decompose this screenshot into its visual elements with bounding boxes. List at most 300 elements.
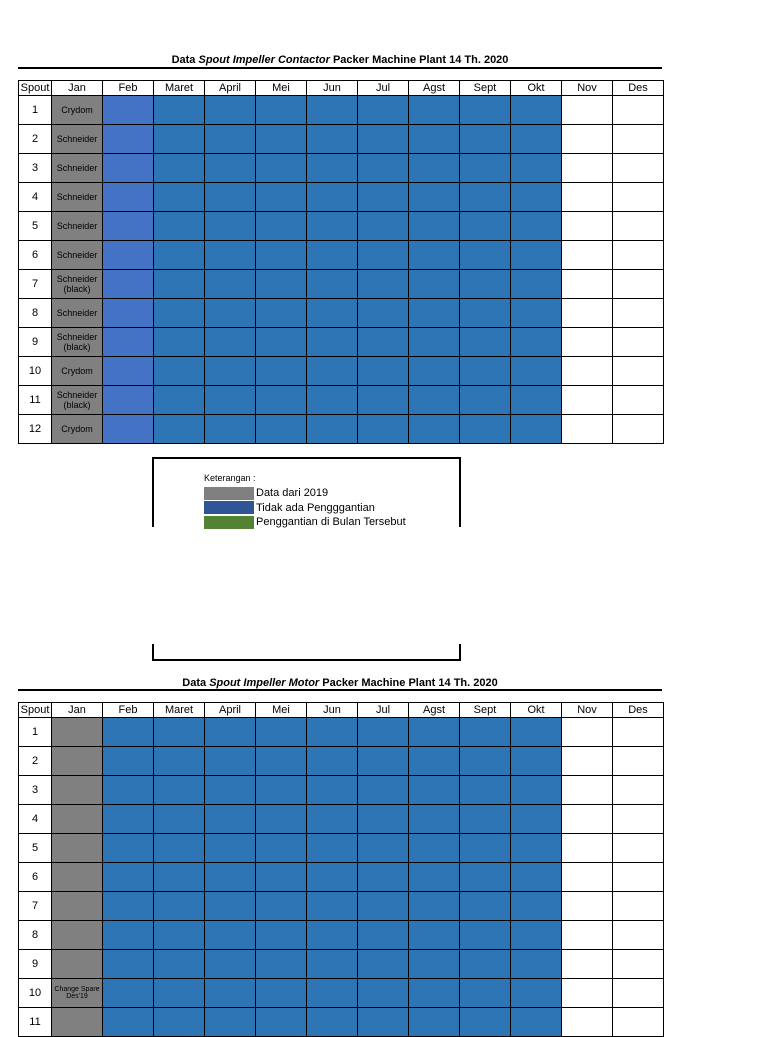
status-cell-no-replacement (205, 979, 256, 1008)
spout-number: 4 (19, 183, 52, 212)
table1-title-post: Packer Machine Plant 14 Th. 2020 (329, 54, 509, 66)
status-cell-no-replacement (409, 154, 460, 183)
spout-number: 3 (19, 776, 52, 805)
status-cell-no-replacement (256, 328, 307, 357)
jan-cell-text: Crydom (61, 366, 93, 376)
status-cell-no-replacement (511, 96, 562, 125)
status-cell-no-replacement (358, 154, 409, 183)
jan-cell (52, 892, 103, 921)
status-cell-no-replacement (103, 747, 154, 776)
status-cell-no-replacement (307, 96, 358, 125)
status-cell-no-replacement (358, 921, 409, 950)
status-cell-no-replacement (256, 805, 307, 834)
jan-cell (52, 125, 103, 154)
status-cell-no-replacement (409, 834, 460, 863)
status-cell-empty (562, 747, 613, 776)
status-cell-no-replacement (307, 183, 358, 212)
status-cell-no-replacement (256, 212, 307, 241)
status-cell-empty (562, 212, 613, 241)
status-cell-no-replacement (205, 96, 256, 125)
status-cell-no-replacement (103, 805, 154, 834)
status-cell-no-replacement (409, 96, 460, 125)
spout-number: 5 (19, 834, 52, 863)
jan-cell (52, 386, 103, 415)
status-cell-no-replacement (307, 950, 358, 979)
contactor-table (18, 80, 664, 444)
status-cell-no-replacement (256, 1008, 307, 1037)
column-header-month: Jun (307, 81, 358, 96)
status-cell-no-replacement (307, 1008, 358, 1037)
column-header-month: Jun (307, 703, 358, 718)
status-cell-no-replacement (103, 125, 154, 154)
status-cell-no-replacement (460, 979, 511, 1008)
column-header-month: Feb (103, 81, 154, 96)
status-cell-no-replacement (307, 979, 358, 1008)
jan-cell (52, 1008, 103, 1037)
status-cell-no-replacement (154, 1008, 205, 1037)
table-row (19, 357, 664, 386)
status-cell-no-replacement (307, 270, 358, 299)
status-cell-no-replacement (205, 386, 256, 415)
table-row (19, 96, 664, 125)
jan-cell (52, 921, 103, 950)
status-cell-empty (562, 863, 613, 892)
jan-cell (52, 299, 103, 328)
status-cell-no-replacement (307, 212, 358, 241)
status-cell-no-replacement (511, 299, 562, 328)
status-cell-no-replacement (409, 892, 460, 921)
status-cell-no-replacement (409, 718, 460, 747)
spout-number: 10 (19, 979, 52, 1008)
status-cell-no-replacement (460, 747, 511, 776)
status-cell-no-replacement (154, 386, 205, 415)
status-cell-empty (562, 834, 613, 863)
column-header-month: Feb (103, 703, 154, 718)
status-cell-no-replacement (307, 747, 358, 776)
status-cell-no-replacement (511, 776, 562, 805)
status-cell-no-replacement (460, 270, 511, 299)
status-cell-empty (562, 183, 613, 212)
table-row (19, 154, 664, 183)
status-cell-no-replacement (511, 328, 562, 357)
status-cell-no-replacement (460, 183, 511, 212)
status-cell-empty (613, 212, 664, 241)
status-cell-empty (562, 96, 613, 125)
jan-cell-text: Schneider (56, 163, 98, 173)
status-cell-no-replacement (460, 328, 511, 357)
status-cell-no-replacement (103, 921, 154, 950)
status-cell-no-replacement (511, 747, 562, 776)
motor-table (18, 702, 664, 1037)
status-cell-no-replacement (256, 357, 307, 386)
status-cell-no-replacement (358, 747, 409, 776)
status-cell-empty (562, 718, 613, 747)
status-cell-empty (562, 125, 613, 154)
status-cell-no-replacement (511, 1008, 562, 1037)
status-cell-no-replacement (307, 125, 358, 154)
table2-title (18, 676, 662, 690)
status-cell-empty (562, 805, 613, 834)
column-header-month: Nov (562, 703, 613, 718)
status-cell-no-replacement (103, 415, 154, 444)
status-cell-no-replacement (307, 415, 358, 444)
table-row (19, 125, 664, 154)
table-row (19, 270, 664, 299)
table-row (19, 1008, 664, 1037)
jan-cell-text: Schneider (56, 221, 98, 231)
table-row (19, 212, 664, 241)
status-cell-no-replacement (154, 718, 205, 747)
column-header-month: Okt (511, 81, 562, 96)
status-cell-no-replacement (256, 241, 307, 270)
jan-cell (52, 834, 103, 863)
jan-cell-text: Schneider (black) (56, 390, 98, 410)
status-cell-no-replacement (460, 154, 511, 183)
status-cell-no-replacement (205, 863, 256, 892)
status-cell-no-replacement (154, 96, 205, 125)
legend-swatch-blue (204, 501, 254, 514)
status-cell-no-replacement (307, 357, 358, 386)
spout-number: 6 (19, 863, 52, 892)
status-cell-no-replacement (256, 979, 307, 1008)
jan-cell (52, 950, 103, 979)
status-cell-no-replacement (103, 241, 154, 270)
jan-cell (52, 241, 103, 270)
status-cell-no-replacement (511, 125, 562, 154)
column-header-month: Agst (409, 81, 460, 96)
status-cell-no-replacement (409, 950, 460, 979)
status-cell-no-replacement (358, 270, 409, 299)
table-row (19, 328, 664, 357)
legend-swatch-gray (204, 487, 254, 500)
status-cell-empty (613, 415, 664, 444)
table-row (19, 747, 664, 776)
jan-cell-text: Schneider (56, 192, 98, 202)
legend-box (152, 457, 461, 661)
status-cell-no-replacement (205, 270, 256, 299)
jan-cell-text: Crydom (61, 105, 93, 115)
column-header-month: Maret (154, 81, 205, 96)
status-cell-no-replacement (358, 1008, 409, 1037)
jan-cell (52, 183, 103, 212)
status-cell-no-replacement (409, 979, 460, 1008)
status-cell-no-replacement (256, 863, 307, 892)
status-cell-no-replacement (256, 96, 307, 125)
status-cell-no-replacement (154, 979, 205, 1008)
status-cell-empty (613, 718, 664, 747)
status-cell-no-replacement (103, 892, 154, 921)
jan-cell (52, 979, 103, 1008)
column-header-spout: Spout (19, 81, 52, 96)
status-cell-no-replacement (307, 834, 358, 863)
status-cell-no-replacement (409, 241, 460, 270)
jan-cell (52, 776, 103, 805)
status-cell-no-replacement (358, 357, 409, 386)
status-cell-no-replacement (511, 979, 562, 1008)
status-cell-no-replacement (358, 834, 409, 863)
column-header-month: Mei (256, 703, 307, 718)
status-cell-no-replacement (307, 892, 358, 921)
status-cell-no-replacement (307, 299, 358, 328)
status-cell-no-replacement (103, 328, 154, 357)
status-cell-no-replacement (205, 299, 256, 328)
spout-number: 12 (19, 415, 52, 444)
status-cell-no-replacement (460, 415, 511, 444)
status-cell-no-replacement (205, 328, 256, 357)
legend-label: Data dari 2019 (256, 487, 329, 500)
status-cell-empty (613, 241, 664, 270)
status-cell-no-replacement (154, 921, 205, 950)
legend-label: Penggantian di Bulan Tersebut (256, 516, 406, 529)
status-cell-empty (562, 892, 613, 921)
status-cell-no-replacement (307, 154, 358, 183)
status-cell-no-replacement (460, 212, 511, 241)
status-cell-no-replacement (256, 183, 307, 212)
status-cell-no-replacement (256, 776, 307, 805)
status-cell-no-replacement (307, 921, 358, 950)
status-cell-no-replacement (409, 805, 460, 834)
status-cell-no-replacement (460, 1008, 511, 1037)
column-header-month: Des (613, 703, 664, 718)
spout-number: 1 (19, 96, 52, 125)
status-cell-no-replacement (205, 747, 256, 776)
status-cell-no-replacement (256, 834, 307, 863)
spout-number: 7 (19, 270, 52, 299)
column-header-month: Agst (409, 703, 460, 718)
status-cell-no-replacement (205, 1008, 256, 1037)
column-header-month: April (205, 703, 256, 718)
status-cell-no-replacement (307, 241, 358, 270)
status-cell-no-replacement (205, 718, 256, 747)
legend (204, 472, 406, 530)
jan-cell (52, 357, 103, 386)
table2-title-rule (18, 689, 662, 691)
status-cell-no-replacement (205, 921, 256, 950)
status-cell-empty (562, 776, 613, 805)
spout-number: 3 (19, 154, 52, 183)
status-cell-empty (562, 270, 613, 299)
status-cell-empty (613, 834, 664, 863)
status-cell-no-replacement (154, 834, 205, 863)
status-cell-no-replacement (205, 776, 256, 805)
status-cell-empty (613, 921, 664, 950)
status-cell-no-replacement (256, 950, 307, 979)
status-cell-no-replacement (460, 921, 511, 950)
legend-top-border (154, 457, 459, 459)
status-cell-empty (562, 241, 613, 270)
column-header-month: Nov (562, 81, 613, 96)
status-cell-no-replacement (256, 921, 307, 950)
legend-item-green (204, 515, 406, 530)
status-cell-no-replacement (205, 241, 256, 270)
status-cell-no-replacement (409, 183, 460, 212)
status-cell-no-replacement (307, 863, 358, 892)
spout-number: 2 (19, 125, 52, 154)
jan-cell (52, 154, 103, 183)
spout-number: 2 (19, 747, 52, 776)
status-cell-empty (562, 357, 613, 386)
status-cell-no-replacement (205, 183, 256, 212)
status-cell-no-replacement (205, 154, 256, 183)
status-cell-no-replacement (154, 950, 205, 979)
status-cell-empty (613, 950, 664, 979)
status-cell-no-replacement (511, 834, 562, 863)
status-cell-no-replacement (103, 1008, 154, 1037)
status-cell-no-replacement (358, 950, 409, 979)
status-cell-no-replacement (103, 96, 154, 125)
spout-number: 7 (19, 892, 52, 921)
status-cell-no-replacement (511, 950, 562, 979)
status-cell-no-replacement (154, 863, 205, 892)
status-cell-no-replacement (409, 212, 460, 241)
status-cell-no-replacement (103, 776, 154, 805)
status-cell-no-replacement (409, 747, 460, 776)
status-cell-no-replacement (511, 270, 562, 299)
status-cell-no-replacement (358, 892, 409, 921)
status-cell-no-replacement (256, 154, 307, 183)
status-cell-no-replacement (409, 776, 460, 805)
status-cell-no-replacement (358, 96, 409, 125)
legend-item-blue (204, 501, 406, 516)
status-cell-empty (613, 863, 664, 892)
status-cell-no-replacement (460, 241, 511, 270)
spout-number: 11 (19, 386, 52, 415)
legend-item-gray (204, 486, 406, 501)
status-cell-no-replacement (256, 718, 307, 747)
status-cell-no-replacement (409, 357, 460, 386)
status-cell-empty (613, 747, 664, 776)
status-cell-no-replacement (358, 125, 409, 154)
status-cell-empty (613, 979, 664, 1008)
status-cell-no-replacement (154, 183, 205, 212)
status-cell-no-replacement (256, 892, 307, 921)
status-cell-empty (562, 328, 613, 357)
status-cell-empty (613, 328, 664, 357)
jan-cell (52, 270, 103, 299)
status-cell-no-replacement (358, 241, 409, 270)
status-cell-no-replacement (307, 718, 358, 747)
status-cell-empty (613, 125, 664, 154)
legend-bottom-border (154, 659, 459, 661)
status-cell-no-replacement (103, 357, 154, 386)
column-header-month: Jan (52, 703, 103, 718)
status-cell-empty (613, 892, 664, 921)
status-cell-no-replacement (409, 328, 460, 357)
status-cell-no-replacement (358, 212, 409, 241)
table1-title-rule (18, 67, 662, 69)
column-header-month: Sept (460, 703, 511, 718)
status-cell-empty (562, 921, 613, 950)
table-row (19, 776, 664, 805)
column-header-month: Maret (154, 703, 205, 718)
table-row (19, 241, 664, 270)
column-header-month: Okt (511, 703, 562, 718)
status-cell-no-replacement (358, 979, 409, 1008)
status-cell-no-replacement (256, 747, 307, 776)
jan-cell (52, 96, 103, 125)
table-row (19, 950, 664, 979)
status-cell-no-replacement (103, 386, 154, 415)
status-cell-no-replacement (103, 183, 154, 212)
status-cell-no-replacement (460, 96, 511, 125)
table2-title-italic: Spout Impeller Motor (209, 677, 320, 689)
status-cell-no-replacement (256, 125, 307, 154)
jan-cell (52, 805, 103, 834)
status-cell-no-replacement (154, 415, 205, 444)
table-row (19, 386, 664, 415)
status-cell-no-replacement (256, 270, 307, 299)
status-cell-empty (562, 299, 613, 328)
legend-swatch-green (204, 516, 254, 529)
jan-cell-text: Schneider (56, 134, 98, 144)
spout-number: 8 (19, 299, 52, 328)
status-cell-no-replacement (460, 776, 511, 805)
table-header-row (19, 703, 664, 718)
status-cell-no-replacement (409, 415, 460, 444)
status-cell-no-replacement (256, 415, 307, 444)
column-header-month: Jul (358, 703, 409, 718)
status-cell-no-replacement (460, 386, 511, 415)
table-row (19, 863, 664, 892)
column-header-month: Sept (460, 81, 511, 96)
status-cell-no-replacement (256, 386, 307, 415)
jan-cell (52, 747, 103, 776)
table-row (19, 718, 664, 747)
status-cell-empty (562, 415, 613, 444)
status-cell-no-replacement (511, 415, 562, 444)
table-row (19, 183, 664, 212)
status-cell-no-replacement (460, 863, 511, 892)
status-cell-no-replacement (511, 921, 562, 950)
jan-cell-text: Schneider (56, 250, 98, 260)
status-cell-empty (613, 154, 664, 183)
status-cell-empty (613, 805, 664, 834)
status-cell-empty (613, 1008, 664, 1037)
status-cell-no-replacement (409, 299, 460, 328)
status-cell-no-replacement (511, 241, 562, 270)
status-cell-no-replacement (511, 892, 562, 921)
status-cell-no-replacement (154, 357, 205, 386)
spout-number: 9 (19, 328, 52, 357)
column-header-spout: Spout (19, 703, 52, 718)
status-cell-no-replacement (154, 270, 205, 299)
status-cell-no-replacement (358, 183, 409, 212)
status-cell-no-replacement (307, 386, 358, 415)
status-cell-no-replacement (358, 863, 409, 892)
status-cell-no-replacement (154, 328, 205, 357)
status-cell-no-replacement (409, 1008, 460, 1037)
status-cell-no-replacement (460, 805, 511, 834)
status-cell-no-replacement (154, 776, 205, 805)
status-cell-no-replacement (205, 415, 256, 444)
status-cell-no-replacement (154, 154, 205, 183)
jan-cell (52, 328, 103, 357)
status-cell-no-replacement (205, 950, 256, 979)
status-cell-no-replacement (205, 834, 256, 863)
status-cell-no-replacement (409, 270, 460, 299)
jan-cell-text: Schneider (black) (56, 274, 98, 294)
status-cell-empty (562, 154, 613, 183)
status-cell-no-replacement (511, 212, 562, 241)
status-cell-empty (562, 386, 613, 415)
table1-title-italic: Spout Impeller Contactor (198, 54, 330, 66)
status-cell-no-replacement (460, 125, 511, 154)
spout-number: 6 (19, 241, 52, 270)
status-cell-no-replacement (103, 270, 154, 299)
status-cell-no-replacement (511, 357, 562, 386)
spout-number: 10 (19, 357, 52, 386)
spout-number: 4 (19, 805, 52, 834)
